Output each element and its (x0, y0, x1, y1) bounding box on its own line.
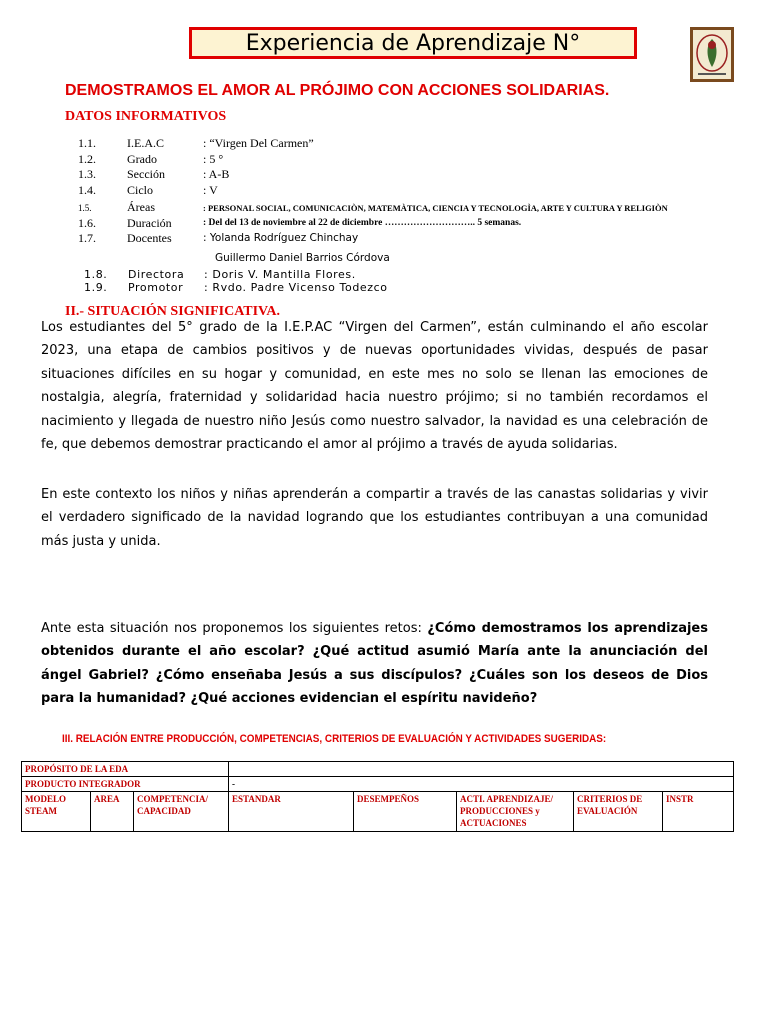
situacion-heading: II.- SITUACIÓN SIGNIFICATIVA. (65, 304, 280, 319)
col-area: AREA (91, 792, 134, 832)
info-value: : Yolanda Rodríguez Chinchay (203, 232, 359, 244)
info-num: 1.6. (78, 216, 96, 230)
info-label: Áreas (127, 200, 155, 214)
info-num: 1.7. (78, 231, 96, 245)
table-row (22, 777, 734, 792)
main-title: DEMOSTRAMOS EL AMOR AL PRÓJIMO CON ACCIONES SOLIDARIAS. (65, 82, 610, 99)
producto-label: PRODUCTO INTEGRADOR (22, 777, 229, 792)
info-value: : A-B (203, 167, 230, 181)
info-num: 1.1. (78, 136, 96, 150)
info-label: Directora (128, 268, 185, 281)
info-value: : PERSONAL SOCIAL, COMUNICACIÒN, MATEMÀTICA, CIENCIA Y TECNOLOGÌA, ARTE Y CULTURA Y RELIGIÒN (203, 203, 668, 213)
info-value: : 5 ° (203, 152, 224, 166)
info-num: 1.3. (78, 167, 96, 181)
info-value: : Doris V. Mantilla Flores. (204, 268, 356, 281)
col-instr: INSTR (663, 792, 734, 832)
info-value: : “Virgen Del Carmen” (203, 136, 314, 150)
col-actividades: ACTI. APRENDIZAJE/ PRODUCCIONES y ACTUACIONES (457, 792, 574, 832)
info-label: Ciclo (127, 183, 153, 197)
table-header-row (22, 792, 734, 832)
info-value: : Rvdo. Padre Vicenso Todezco (204, 281, 388, 294)
info-num: 1.2. (78, 152, 96, 166)
datos-heading: DATOS INFORMATIVOS (65, 109, 227, 124)
info-num: 1.9. (84, 281, 108, 294)
situacion-paragraph-2: En este contexto los niños y niñas aprenderán a compartir a través de las canastas solidarias y vivir el verdadero significado de la navidad logrando que los estudiantes contribuyan a una comunidad más justa y unida. (41, 487, 708, 549)
table-row (22, 762, 734, 777)
info-label: Promotor (128, 281, 184, 294)
info-num: 1.4. (78, 183, 96, 197)
col-criterios: CRITERIOS DE EVALUACIÓN (574, 792, 663, 832)
retos-paragraph (41, 617, 708, 711)
info-label: Docentes (127, 231, 172, 245)
info-label: Grado (127, 152, 157, 166)
info-value: Guillermo Daniel Barrios Córdova (215, 252, 390, 264)
col-desempenos: DESEMPEÑOS (354, 792, 457, 832)
relacion-heading: III. RELACIÓN ENTRE PRODUCCIÓN, COMPETENCIAS, CRITERIOS DE EVALUACIÓN Y ACTIVIDADES SUGERIDAS: (62, 733, 607, 745)
info-value: : V (203, 183, 218, 197)
info-label: Duración (127, 216, 172, 230)
document-title: Experiencia de Aprendizaje N° (189, 27, 637, 59)
info-label: I.E.A.C (127, 136, 164, 150)
proposito-label: PROPÓSITO DE LA EDA (22, 762, 229, 777)
col-modelo-steam: MODELO STEAM (22, 792, 91, 832)
info-label: Sección (127, 167, 165, 181)
retos-questions: ¿Cómo demostramos los aprendizajes obtenidos durante el año escolar? ¿Qué actitud asumió María ante la anunciación del ángel Gabriel? ¿Cómo enseñaba Jesús a sus discípulos? ¿Cuáles son los deseos de Dios para la humanidad? ¿Qué acciones evidencian el espíritu navideño? (41, 621, 708, 707)
info-num: 1.8. (84, 268, 108, 281)
situacion-paragraph-1: Los estudiantes del 5° grado de la I.E.P.AC “Virgen del Carmen”, están culminando el año escolar 2023, una etapa de cambios positivos y de nuevas oportunidades vividas, después de pasar situaciones difíciles en su hogar y comunidad, en este mes no solo se llenan las emociones de nostalgia, alegría, fraternidad y solidaridad hacia nuestro prójimo; si no también recordamos el nacimiento y llegada de nuestro niño Jesús como nuestro salvador, la navidad es una celebración de fe, que debemos demostrar practicando el amor al prójimo a través de ayuda solidarias. (41, 320, 708, 453)
col-competencia: COMPETENCIA/ CAPACIDAD (134, 792, 229, 832)
retos-intro: Ante esta situación nos proponemos los siguientes retos: (41, 621, 428, 636)
producto-value: - (229, 777, 734, 792)
info-num: 1.5. (78, 203, 92, 213)
school-crest-icon (690, 27, 734, 82)
proposito-value (229, 762, 734, 777)
info-value: : Del del 13 de noviembre al 22 de diciembre ……………………….. 5 semanas. (203, 218, 522, 228)
col-estandar: ESTANDAR (229, 792, 354, 832)
relacion-table (21, 761, 734, 832)
